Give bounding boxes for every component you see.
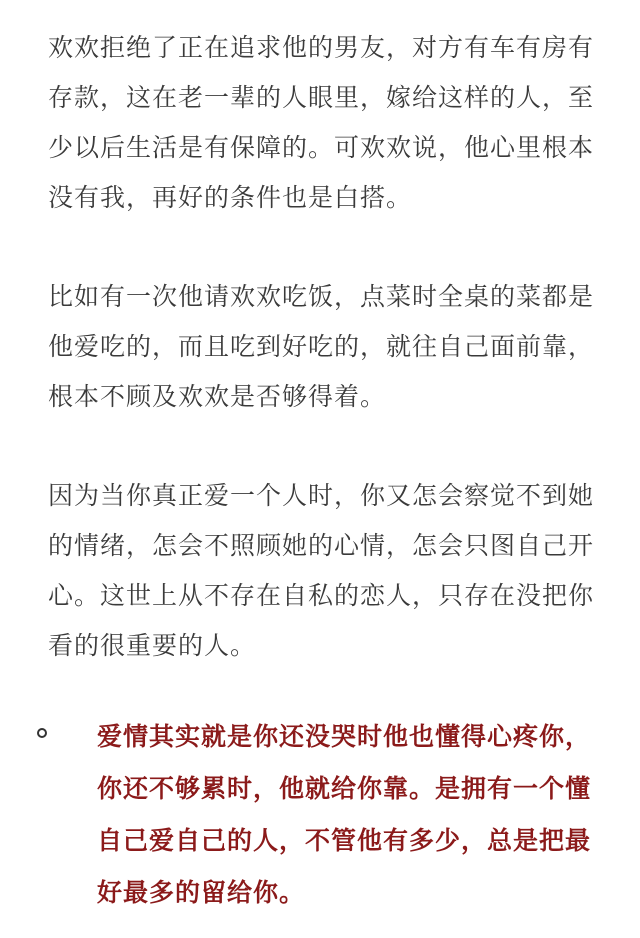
paragraph-line: 看的很重要的人。 bbox=[48, 631, 257, 660]
paragraph-line: 比如有一次他请欢欢吃饭，点菜时全桌的菜都是 bbox=[48, 282, 595, 311]
paragraph-line: 存款，这在老一辈的人眼里，嫁给这样的人，至 bbox=[48, 83, 595, 112]
highlight-quote bbox=[0, 711, 640, 931]
paragraph-line: 心。这世上从不存在自私的恋人，只存在没把你 bbox=[48, 581, 595, 610]
paragraph-line: 没有我，再好的条件也是白搭。 bbox=[48, 183, 413, 212]
paragraph-line: 根本不顾及欢欢是否够得着。 bbox=[48, 382, 387, 411]
circle-bullet-icon bbox=[37, 728, 47, 738]
paragraph-2 bbox=[48, 272, 608, 422]
quote-text bbox=[97, 711, 597, 919]
paragraph-line: 欢欢拒绝了正在追求他的男友，对方有车有房有 bbox=[48, 33, 595, 62]
paragraph-1 bbox=[48, 23, 608, 223]
quote-line: 爱情其实就是你还没哭时他也懂得心疼你， bbox=[97, 722, 592, 751]
paragraph-line: 少以后生活是有保障的。可欢欢说，他心里根本 bbox=[48, 133, 595, 162]
quote-line: 好最多的留给你。 bbox=[97, 878, 306, 907]
paragraph-line: 他爱吃的，而且吃到好吃的，就往自己面前靠， bbox=[48, 332, 595, 361]
paragraph-line: 因为当你真正爱一个人时，你又怎会察觉不到她 bbox=[48, 481, 595, 510]
paragraph-3 bbox=[48, 471, 608, 671]
quote-line: 你还不够累时，他就给你靠。是拥有一个懂 bbox=[97, 774, 592, 803]
quote-line: 自己爱自己的人，不管他有多少，总是把最 bbox=[97, 826, 592, 855]
paragraph-line: 的情绪，怎会不照顾她的心情，怎会只图自己开 bbox=[48, 531, 595, 560]
